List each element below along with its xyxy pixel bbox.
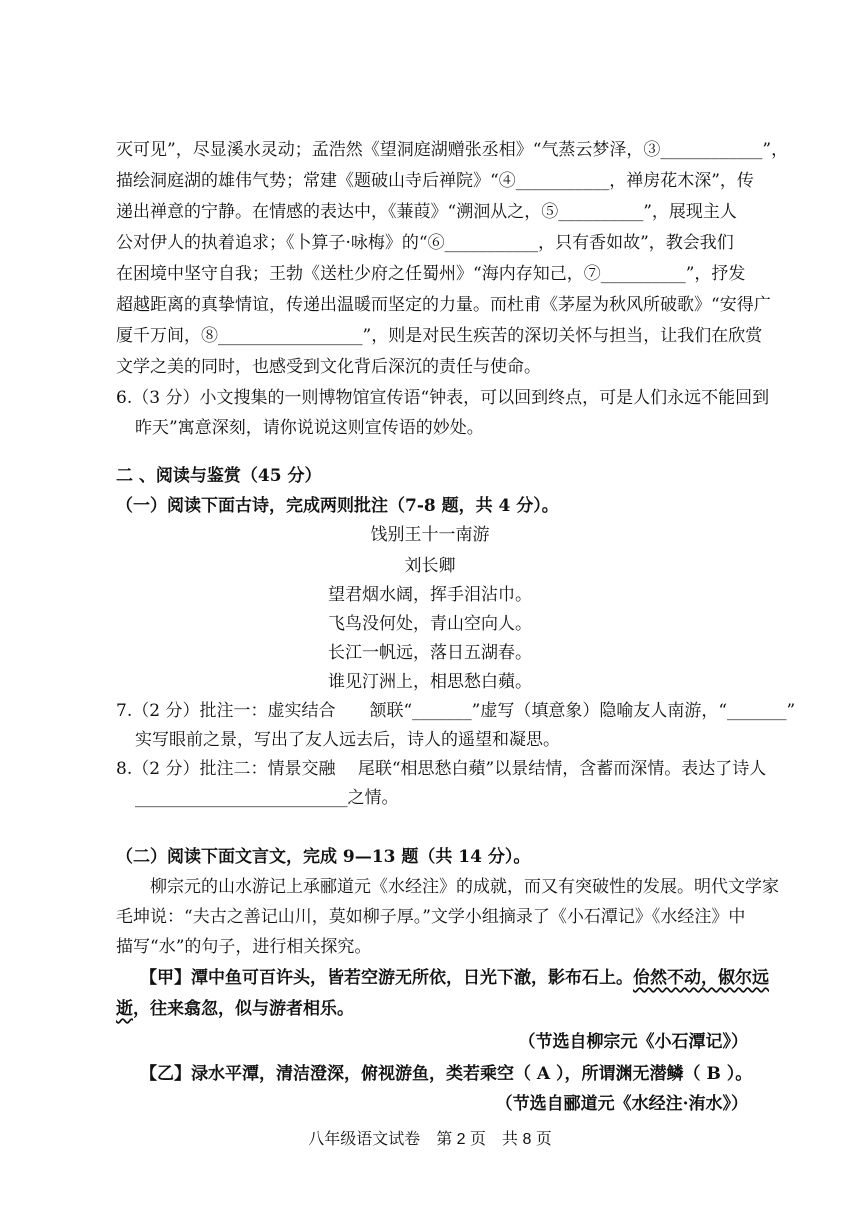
intro-line-1: 柳宗元的山水游记上承郦道元《水经注》的成就，而又有突破性的发展。明代文学家 <box>150 877 779 897</box>
wavy-underlined-phrase-end: 逝 <box>116 999 133 1019</box>
fill-text-line-5: 在困境中坚守自我；王勃《送杜少府之任蜀州》“海内存知己，⑦__________”，抒发 <box>116 264 746 284</box>
question-6-line-1: 6.（3 分）小文搜集的一则博物馆宣传语“钟表，可以回到终点，可是人们永远不能回到 <box>116 388 770 408</box>
question-6-line-2: 昨天”寓意深刻，请你说说这则宣传语的妙处。 <box>135 418 484 438</box>
poem-line-1: 望君烟水阔，挥手泪沾巾。 <box>328 585 532 605</box>
excerpt-jia-source: （节选自柳宗元《小石潭记》） <box>518 1032 748 1052</box>
fill-text-line-3: 递出禅意的宁静。在情感的表达中，《蒹葭》“溯洄从之，⑤__________”，展现主人 <box>116 202 737 222</box>
part-2-title: （二）阅读下面文言文，完成 9—13 题（共 14 分）。 <box>116 847 531 867</box>
poem-line-2: 飞鸟没何处，青山空向人。 <box>328 614 532 634</box>
question-8-line-2: _________________________之情。 <box>135 788 399 808</box>
excerpt-yi: 【乙】渌水平潭，清洁澄深，俯视游鱼，类若乘空（ A ），所谓渊无潜鳞（ B ）。 <box>140 1064 753 1084</box>
section-2-title: 二 、阅读与鉴赏（45 分） <box>116 466 322 486</box>
part-1-title: （一）阅读下面古诗，完成两则批注（7-8 题，共 4 分）。 <box>116 496 559 516</box>
intro-line-2: 毛坤说：“夫古之善记山川，莫如柳子厚。”文学小组摘录了《小石潭记》《水经注》中 <box>116 907 746 927</box>
excerpt-jia-text-end: ，往来翕忽，似与游者相乐。 <box>133 999 354 1019</box>
fill-text-line-8: 文学之美的同时，也感受到文化背后深沉的责任与使命。 <box>116 357 541 377</box>
question-8-line-1: 8.（2 分）批注二：情景交融 尾联“相思愁白蘋”以景结情，含蓄而深情。表达了诗人 <box>116 759 767 779</box>
fill-text-line-4: 公对伊人的执着追求；《卜算子·咏梅》的“⑥___________，只有香如故”，教会我们 <box>116 233 734 253</box>
page-footer: 八年级语文试卷 第 2 页 共 8 页 <box>308 1131 552 1148</box>
excerpt-jia-text: 【甲】潭中鱼可百许头，皆若空游无所依，日光下澈，影布石上。 <box>140 968 633 988</box>
fill-text-line-6: 超越距离的真挚情谊，传递出温暖而坚定的力量。而杜甫《茅屋为秋风所破歌》“安得广 <box>116 295 771 315</box>
fill-text-line-1: 灭可见”，尽显溪水灵动；孟浩然《望洞庭湖赠张丞相》“气蒸云梦泽，③____________”， <box>116 140 789 160</box>
poem-line-4: 谁见汀洲上，相思愁白蘋。 <box>328 672 532 692</box>
question-7-line-2: 实写眼前之景，写出了友人远去后，诗人的遥望和凝思。 <box>135 730 560 750</box>
excerpt-jia-line-1 <box>140 966 769 990</box>
intro-line-3: 描写“水”的句子，进行相关探究。 <box>116 937 372 957</box>
excerpt-jia-line-2 <box>116 997 354 1021</box>
poem-title: 饯别王十一南游 <box>370 525 490 545</box>
fill-text-line-2: 描绘洞庭湖的雄伟气势；常建《题破山寺后禅院》“④___________，禅房花木深”，传 <box>116 171 754 191</box>
question-7-line-1: 7.（2 分）批注一：虚实结合 颔联“_______”虚写（填意象）隐喻友人南游，“_______” <box>116 701 796 721</box>
wavy-underlined-phrase: 佁然不动，俶尔远 <box>633 968 769 988</box>
excerpt-yi-source: （节选自郦道元《水经注·洧水》） <box>495 1094 748 1114</box>
poem-author: 刘长卿 <box>404 556 456 576</box>
fill-text-line-7: 厦千万间，⑧_________________”，则是对民生疾苦的深切关怀与担当，让我们在欣赏 <box>116 326 763 346</box>
poem-line-3: 长江一帆远，落日五湖春。 <box>328 643 532 663</box>
